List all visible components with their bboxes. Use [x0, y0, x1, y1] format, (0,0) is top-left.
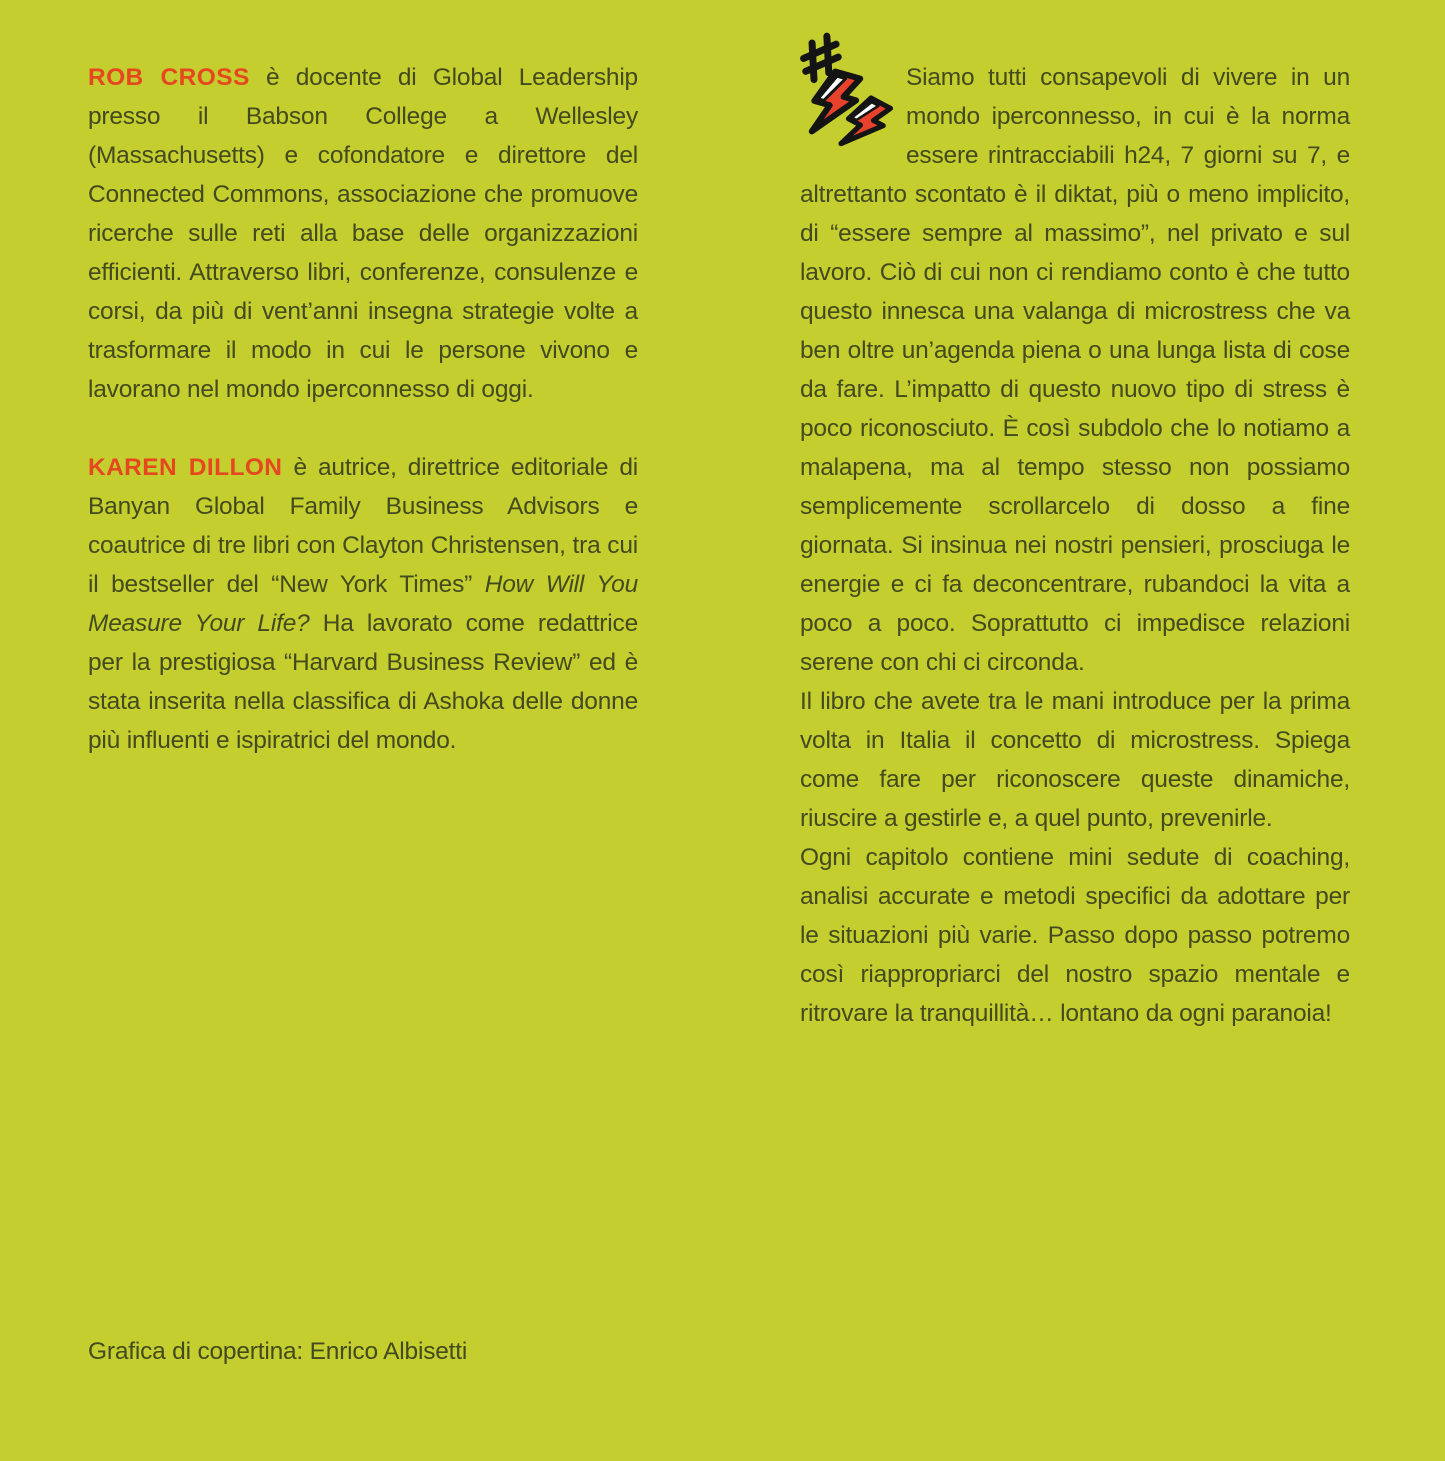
bio-karen-dillon	[88, 448, 638, 760]
cover-design-credit: Grafica di copertina: Enrico Albisetti	[88, 1338, 468, 1365]
right-column-book-description	[800, 58, 1350, 1033]
description-paragraph-1: Siamo tutti consapevoli di vivere in un mondo iperconnesso, in cui è la norma essere rintracciabili h24, 7 giorni su 7, e altrettanto scontato è il diktat, più o meno implicito, di “essere sempre al massimo”, nel privato e sul lavoro. Ciò di cui non ci rendiamo conto è che tutto questo innesca una valanga di microstress che va ben oltre un’agenda piena o una lunga lista di cose da fare. L’impatto di questo nuovo tipo di stress è poco riconosciuto. È così subdolo che lo notiamo a malapena, ma al tempo stesso non possiamo semplicemente scrollarcelo di dosso a fine giornata. Si insinua nei nostri pensieri, prosciuga le energie e ci fa deconcentrare, rubandoci la vita a poco a poco. Soprattutto ci impedisce relazioni serene con chi ci circonda.	[800, 64, 1350, 676]
author-name-karen-dillon: KAREN DILLON	[88, 454, 283, 481]
left-column-author-bios	[88, 58, 638, 799]
bio-rob-cross-text: è docente di Global Leadership presso il Babson College a Wellesley (Massachusetts) e cofondatore e direttore del Connected Commons, associazione che promuove ricerche sulle reti alla base delle organizzazioni efficienti. Attraverso libri, conferenze, consulenze e corsi, da più di vent’anni insegna strategie volte a trasformare il modo in cui le persone vivono e lavorano nel mondo iperconnesso di oggi.	[88, 64, 638, 403]
bio-karen-dillon-text-after: Ha lavorato come redattrice per la prestigiosa “Harvard Business Review” ed è stata inserita nella classifica di Ashoka delle donne più influenti e ispiratrici del mondo.	[88, 610, 638, 754]
description-paragraph-2: Il libro che avete tra le mani introduce per la prima volta in Italia il concetto di microstress. Spiega come fare per riconoscere queste dinamiche, riuscire a gestirle e, a quel punto, prevenirle.	[800, 688, 1350, 832]
description-paragraph-3: Ogni capitolo contiene mini sedute di coaching, analisi accurate e metodi specifici da adottare per le situazioni più varie. Passo dopo passo potremo così riappropriarci del nostro spazio mentale e ritrovare la tranquillità… lontano da ogni paranoia!	[800, 844, 1350, 1027]
lightning-bolts-svg	[800, 32, 900, 162]
lightning-bolts-icon	[800, 58, 898, 164]
book-title-italic: How Will You Measure Your Life?	[88, 571, 638, 637]
bio-karen-dillon-text-before: è autrice, direttrice editoriale di Banyan Global Family Business Advisors e coautrice di tre libri con Clayton Christensen, tra cui il bestseller del “New York Times”	[88, 454, 639, 598]
author-name-rob-cross: ROB CROSS	[88, 64, 250, 91]
bio-rob-cross	[88, 58, 638, 409]
